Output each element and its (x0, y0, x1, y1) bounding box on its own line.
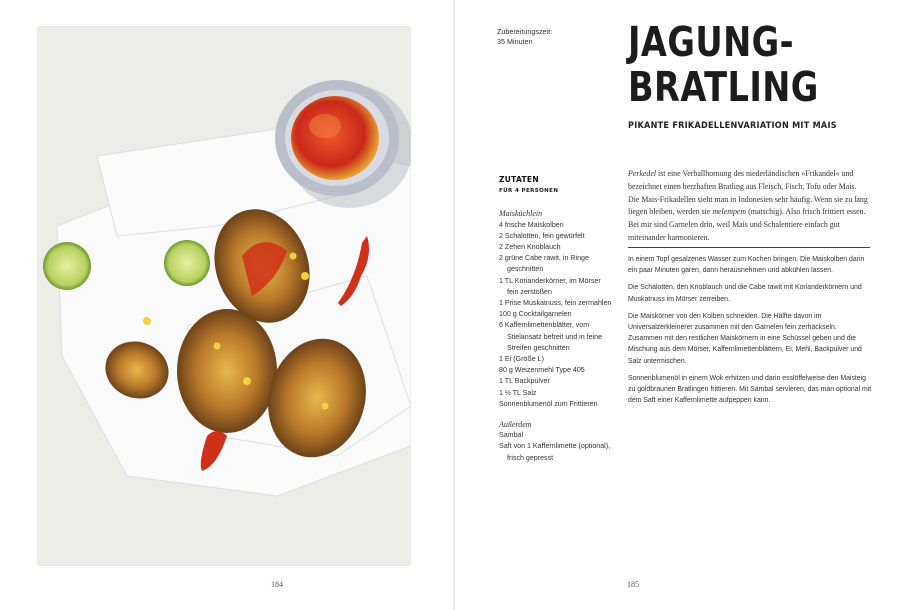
method-step: In einem Topf gesalzenes Wasser zum Kochen bringen. Die Maiskolben darin ein paar Minuten garen, dann herausnehmen und abkühlen lassen. (628, 256, 865, 275)
ingredient-group-title: Maisküchlein (499, 209, 543, 219)
ingredient-item: Saft von 1 Kaffernlimette (optional), frisch gepresst (499, 442, 611, 462)
ingredient-item: 1 TL Korianderkörner, im Mörser fein zerstoßen (499, 276, 601, 296)
ingredient-group-title: Außerdem (499, 420, 532, 430)
food-photo (37, 26, 411, 566)
method-steps (628, 254, 872, 412)
recipe-subtitle: PIKANTE FRIKADELLENVARIATION MIT MAIS (628, 121, 837, 131)
prep-time-value: 35 Minuten (497, 37, 533, 46)
ingredient-item: 2 grüne Cabe rawit, in Ringe geschnitten (499, 254, 589, 274)
ingredient-item: 6 Kaffernlimettenblätter, vom Stielansatz befreit und in feine Streifen geschnitten (499, 321, 603, 352)
title-line-1: JAGUNG- (628, 18, 794, 66)
ingredient-item: Sonnenblumenöl zum Frittieren (499, 399, 598, 408)
recipe-title (628, 20, 819, 110)
ingredient-item: 1 Prise Muskatnuss, fein zermahlen (499, 299, 612, 308)
prep-time-label: Zubereitungszeit: (497, 27, 553, 36)
ingredient-item: 1 Ei (Größe L) (499, 355, 544, 364)
ingredients-list (499, 174, 614, 464)
method-step: Die Maiskörner von den Kolben schneiden. Die Hälfte davon im Universalzerkleinerer zusammen mit den Garnelen fein zerhäckseln. Zusammen mit den restlichen Maiskörnern in eine Schüssel geben und die Mischung aus dem Mörser, Kaffernlimettenblättern, Ei, Mehl, Backpulver und Salz untermischen. (628, 312, 862, 365)
intro-paragraph: Perkedel ist eine Verballhornung des niederländischen »Frikandel« und bezeichnet einen herzhaften Bratling aus Fleisch, Fisch, Tofu oder Mais. Die Mais-Frikadellen sieht man in Indonesien sehr häufig. Wenn sie zu lang liegen bleiben, werden sie melempem (matschig). Also frisch frittiert essen. Bei mir sind Garnelen drin, weil Mais und Schalentiere einfach gut miteinander harmonieren. (628, 169, 868, 242)
ingredient-item: 100 g Cocktailgarnelen (499, 310, 572, 319)
title-line-2: BRATLING (628, 63, 819, 111)
page-number-left: 184 (271, 580, 283, 589)
ingredient-item: 2 Schalotten, fein gewürfelt (499, 231, 585, 240)
page-number-right: 185 (627, 580, 639, 589)
ingredients-heading: ZUTATEN (499, 175, 539, 184)
method-step: Sonnenblumenöl in einem Wok erhitzen und darin esslöffelweise den Maisteig zu goldbraunen Bratlingen frittieren. Mit Sambal servieren, das man optional mit dem Saft einer Kaffernlimette aufpeppen kann. (628, 374, 872, 405)
section-divider (628, 247, 870, 248)
method-step: Die Schalotten, den Knoblauch und die Cabe rawit mit Korianderkörnern und Muskatnuss im Mörser zerreiben. (628, 284, 862, 303)
ingredient-item: 2 Zehen Knoblauch (499, 243, 561, 252)
intro-term: Perkedel (628, 169, 657, 178)
ingredient-item: 1 TL Backpulver (499, 377, 550, 386)
ingredient-item: 80 g Weizenmehl Type 405 (499, 366, 585, 375)
servings: FÜR 4 PERSONEN (499, 188, 559, 195)
prep-time (497, 27, 552, 47)
intro-term: melempem (712, 207, 747, 217)
ingredient-item: 4 frische Maiskolben (499, 220, 564, 229)
ingredient-item: 1 ½ TL Salz (499, 388, 537, 397)
ingredient-item: Sambal (499, 431, 524, 440)
